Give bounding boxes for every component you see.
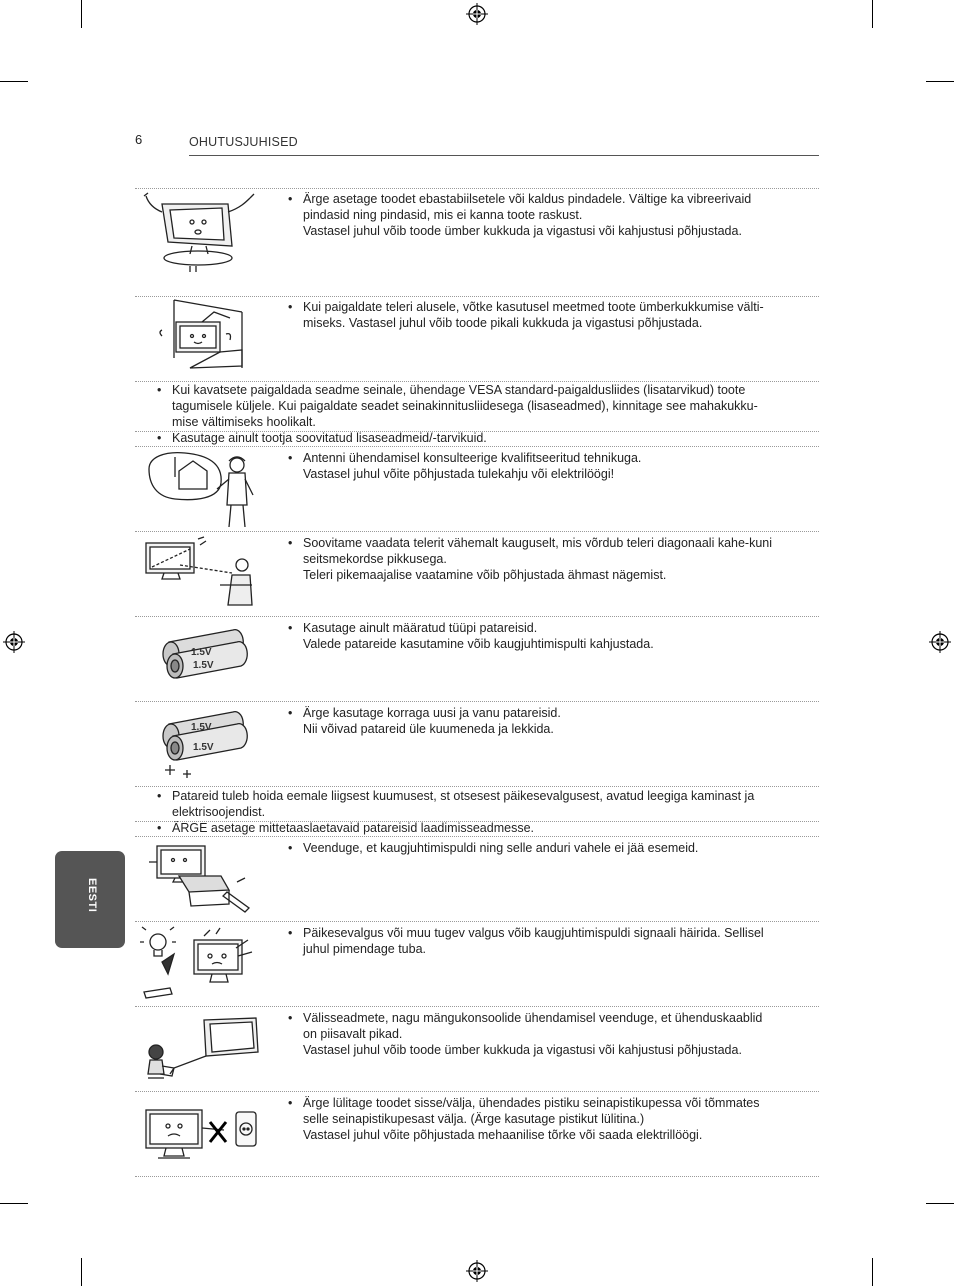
instruction-line: Kasutage ainult määratud tüüpi patareisid. xyxy=(303,621,538,635)
bullet: • xyxy=(157,789,162,803)
instruction-line: Valede patareide kasutamine võib kaugjuhtimispulti kahjustada. xyxy=(303,637,654,651)
crop-mark xyxy=(0,1203,28,1204)
instruction-line: miseks. Vastasel juhul võib toode pikali kukkuda ja vigastusi põhjustada. xyxy=(303,316,703,330)
instruction-line: juhul pimendage tuba. xyxy=(303,942,427,956)
instruction-line: mise vältimiseks hoolikalt. xyxy=(172,415,316,429)
mixed-battery-icon xyxy=(155,706,250,782)
instruction-line: Teleri pikemaajalise vaatamine võib põhjustada ähmast nägemist. xyxy=(303,568,667,582)
crop-mark xyxy=(81,1258,82,1286)
instruction-text xyxy=(303,620,654,652)
instruction-text xyxy=(303,299,764,331)
language-tab-label: EESTI xyxy=(86,878,98,913)
instruction-text xyxy=(172,382,758,430)
bullet: • xyxy=(288,536,293,550)
bullet: • xyxy=(288,1096,293,1110)
bullet: • xyxy=(288,841,293,855)
bullet: • xyxy=(288,1011,293,1025)
instruction-line: Vastasel juhul võib toode ümber kukkuda ja vigastusi või kahjustusi põhjustada. xyxy=(303,1043,742,1057)
instruction-line: Kui paigaldate teleri alusele, võtke kasutusel meetmed toote ümberkukkumise välti- xyxy=(303,300,764,314)
bullet: • xyxy=(288,192,293,206)
instruction-text xyxy=(303,1010,762,1058)
instruction-line: on piisavalt pikad. xyxy=(303,1027,403,1041)
instruction-line: Veenduge, et kaugjuhtimispuldi ning selle anduri vahele ei jää esemeid. xyxy=(303,841,699,855)
crop-mark xyxy=(926,1203,954,1204)
instruction-text xyxy=(303,1095,760,1143)
instruction-text xyxy=(303,535,772,583)
row-divider xyxy=(135,786,819,787)
crop-mark xyxy=(0,81,28,82)
row-divider xyxy=(135,1006,819,1007)
strong-light-illustration xyxy=(140,926,260,1004)
instruction-line: Antenni ühendamisel konsulteerige kvalifitseeritud tehnikuga. xyxy=(303,451,642,465)
page-number: 6 xyxy=(135,132,143,147)
crop-mark xyxy=(872,1258,873,1286)
instruction-line: Vastasel juhul võib toode ümber kukkuda ja vigastusi või kahjustusi põhjustada. xyxy=(303,224,742,238)
instruction-line: Ärge lülitage toodet sisse/välja, ühendades pistiku seinapistikupessa või tõmmates xyxy=(303,1096,760,1110)
instruction-line: Nii võivad patareid üle kuumeneda ja lekkida. xyxy=(303,722,554,736)
bullet: • xyxy=(288,300,293,314)
row-divider xyxy=(135,701,819,702)
bullet: • xyxy=(157,383,162,397)
cable-length-illustration xyxy=(140,1012,260,1084)
crop-mark xyxy=(926,81,954,82)
remote-obstacle-illustration xyxy=(145,842,260,918)
instruction-text xyxy=(172,788,754,820)
battery-label: 1.5V xyxy=(193,742,214,753)
row-divider xyxy=(135,836,819,837)
instruction-line: Soovitame vaadata telerit vähemalt kauguselt, mis võrdub teleri diagonaali kahe-kuni xyxy=(303,536,773,550)
row-divider xyxy=(135,446,819,447)
instruction-line: tagumisele küljele. Kui paigaldate seadet seinakinnitusliidesega (lisaseadmed), kinnitage see mahakukku- xyxy=(172,399,758,413)
viewing-distance-illustration xyxy=(140,535,260,615)
instruction-line: ÄRGE asetage mittetaaslaetavaid patareisid laadimisseadmesse. xyxy=(172,821,534,835)
instruction-line: Ärge asetage toodet ebastabiilsetele või kaldus pindadele. Vältige ka vibreerivaid xyxy=(303,192,752,206)
header-rule xyxy=(189,155,819,156)
row-divider xyxy=(135,616,819,617)
secured-tv-illustration xyxy=(150,298,260,378)
instruction-line: Ärge kasutage korraga uusi ja vanu patareisid. xyxy=(303,706,561,720)
registration-mark-icon xyxy=(929,631,951,653)
instruction-line: elektrisoojendist. xyxy=(172,805,266,819)
instruction-line: Patareid tuleb hoida eemale liigsest kuumusest, st otsesest päikesevalgusest, avatud leegiga kaminast ja xyxy=(172,789,755,803)
row-divider xyxy=(135,531,819,532)
bullet: • xyxy=(157,821,162,835)
instruction-line: selle seinapistikupesast välja. (Ärge kasutage pistikut lülitina.) xyxy=(303,1112,645,1126)
unstable-tv-illustration xyxy=(140,192,260,276)
instruction-line: Kasutage ainult tootja soovitatud lisaseadmeid/-tarvikuid. xyxy=(172,431,487,445)
bullet: • xyxy=(288,451,293,465)
row-divider xyxy=(135,1176,819,1177)
instruction-text xyxy=(172,430,487,446)
registration-mark-icon xyxy=(466,3,488,25)
row-divider xyxy=(135,296,819,297)
instruction-text xyxy=(303,191,751,239)
instruction-text xyxy=(303,925,764,957)
bullet: • xyxy=(288,706,293,720)
registration-mark-icon xyxy=(3,631,25,653)
registration-mark-icon xyxy=(466,1260,488,1282)
instruction-text xyxy=(303,705,561,737)
instruction-line: Välisseadmete, nagu mängukonsoolide ühendamisel veenduge, et ühenduskaablid xyxy=(303,1011,763,1025)
plug-switch-illustration xyxy=(140,1100,260,1168)
antenna-technician-illustration xyxy=(145,449,260,531)
instruction-line: Vastasel juhul võite põhjustada mehaanilise tõrke või saada elektrillöögi. xyxy=(303,1128,703,1142)
instruction-line: Kui kavatsete paigaldada seadme seinale, ühendage VESA standard-paigaldusliides (lisatarvikud) toote xyxy=(172,383,746,397)
bullet: • xyxy=(157,431,162,445)
crop-mark xyxy=(872,0,873,28)
row-divider xyxy=(135,188,819,189)
instruction-line: pindasid ning pindasid, mis ei kanna toote raskust. xyxy=(303,208,583,222)
crop-mark xyxy=(81,0,82,28)
instruction-line: Päikesevalgus või muu tugev valgus võib kaugjuhtimispuldi signaali häirida. Sellisel xyxy=(303,926,764,940)
row-divider xyxy=(135,921,819,922)
bullet: • xyxy=(288,621,293,635)
instruction-text xyxy=(303,450,641,482)
row-divider xyxy=(135,1091,819,1092)
instruction-line: seitsmekordse pikkusega. xyxy=(303,552,447,566)
bullet: • xyxy=(288,926,293,940)
battery-icon xyxy=(155,624,250,692)
instruction-text xyxy=(172,820,534,836)
instruction-text xyxy=(303,840,698,856)
battery-label: 1.5V xyxy=(191,647,212,658)
instruction-line: Vastasel juhul võite põhjustada tulekahju või elektrilöögi! xyxy=(303,467,615,481)
section-title: OHUTUSJUHISED xyxy=(189,135,298,149)
battery-label: 1.5V xyxy=(191,722,212,733)
battery-label: 1.5V xyxy=(193,660,214,671)
